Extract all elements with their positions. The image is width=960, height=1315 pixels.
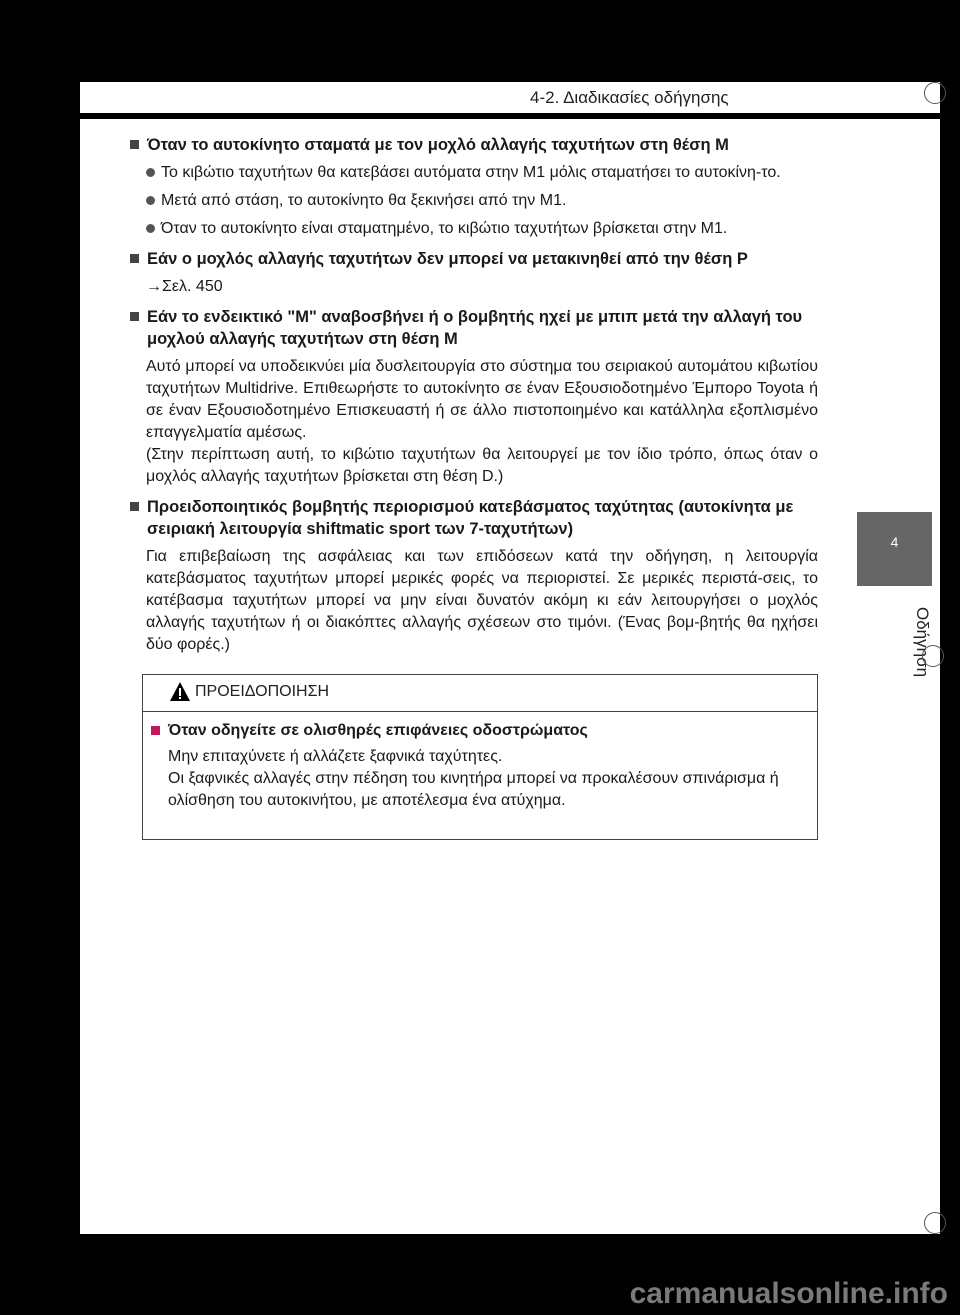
paragraph: Για επιβεβαίωση της ασφάλειας και των επιδόσεων κατά την οδήγηση, η λειτουργία κατεβάσματος ταχυτήτων μπορεί μερικές φορές να περιοριστεί. Σε μερικές περιστά-σεις, το κατέβασμα ταχυτήτων μπορεί να μην είναι δυνατόν ακόμη κι εάν λειτουργήσει ο μοχλός αλλαγής ταχυτήτων ή οι διακόπτες αλλαγής σχέσεων στο τιμόνι. (Ένας βομ-βητής θα ηχήσει δύο φορές.) (146, 548, 818, 653)
warning-header (143, 675, 817, 712)
section-heading: Εάν ο μοχλός αλλαγής ταχυτήτων δεν μπορεί να μετακινηθεί από την θέση P (128, 248, 818, 270)
dot-bullet-icon (146, 224, 155, 233)
section-heading: Προειδοποιητικός βομβητής περιορισμού κατεβάσματος ταχύτητας (αυτοκίνητα με σειριακή λειτουργία shiftmatic sport των 7-ταχυτήτων) (128, 496, 818, 540)
warning-body (143, 712, 817, 812)
paragraph: Αυτό μπορεί να υποδεικνύει μία δυσλειτουργία στο σύστημα του σειριακού αυτομάτου κιβωτίου ταχυτήτων Multidrive. Επιθεωρήστε το αυτοκίνητο σε έναν Εξουσιοδοτημένο Έμπορο Toyota ή σε έναν Εξουσιοδοτημένο Επισκευαστή ή σε άλλο πιστοποιημένο και κατάλληλα εξοπλισμένο επαγγελματία αμέσως. (146, 358, 818, 441)
bullet-item: Μετά από στάση, το αυτοκίνητο θα ξεκινήσει από την M1. (146, 190, 818, 212)
square-bullet-icon (130, 254, 139, 263)
page-reference-link[interactable]: →Σελ. 450 (146, 278, 223, 295)
chapter-number: 4 (890, 534, 899, 550)
crop-mark-icon (924, 82, 946, 104)
header-title: 4-2. Διαδικασίες οδήγησης (530, 88, 729, 107)
section-heading: Όταν το αυτοκίνητο σταματά με τον μοχλό αλλαγής ταχυτήτων στη θέση M (128, 134, 818, 156)
bullet-item: Όταν το αυτοκίνητο είναι σταματημένο, το κιβώτιο ταχυτήτων βρίσκεται στην M1. (146, 218, 818, 240)
pink-square-bullet-icon (151, 726, 160, 735)
chapter-tab[interactable] (857, 512, 932, 586)
content (128, 126, 818, 656)
warning-line: Οι ξαφνικές αλλαγές στην πέδηση του κινητήρα μπορεί να προκαλέσουν σπινάρισμα ή ολίσθηση του αυτοκινήτου, με αποτέλεσμα ένα ατύχημα. (168, 770, 779, 809)
section-heading: Εάν το ενδεικτικό "M" αναβοσβήνει ή ο βομβητής ηχεί με μπιπ μετά την αλλαγή του μοχλού αλλαγής ταχυτήτων στη θέση M (128, 306, 818, 350)
header-rule (80, 113, 940, 119)
warning-heading: Όταν οδηγείτε σε ολισθηρές επιφάνειες οδοστρώματος (149, 720, 805, 742)
square-bullet-icon (130, 140, 139, 149)
chapter-label: Οδήγηση (913, 607, 932, 678)
square-bullet-icon (130, 312, 139, 321)
bullet-item: Το κιβώτιο ταχυτήτων θα κατεβάσει αυτόματα στην M1 μόλις σταματήσει το αυτοκίνη-το. (146, 162, 818, 184)
crop-mark-icon (922, 645, 944, 667)
dot-bullet-icon (146, 168, 155, 177)
manual-page (80, 82, 940, 1234)
warning-triangle-icon (169, 681, 191, 703)
warning-title: ΠΡΟΕΙΔΟΠΟΙΗΣΗ (195, 683, 330, 700)
dot-bullet-icon (146, 196, 155, 205)
square-bullet-icon (130, 502, 139, 511)
paragraph: (Στην περίπτωση αυτή, το κιβώτιο ταχυτήτων θα λειτουργεί με τον ίδιο τρόπο, όπως όταν ο μοχλός αλλαγής ταχυτήτων βρίσκεται στη θέση D.) (146, 446, 818, 485)
watermark: carmanualsonline.info (629, 1277, 948, 1310)
warning-line: Μην επιταχύνετε ή αλλάζετε ξαφνικά ταχύτητες. (168, 748, 503, 765)
warning-box (142, 674, 818, 840)
crop-mark-icon (924, 1212, 946, 1234)
